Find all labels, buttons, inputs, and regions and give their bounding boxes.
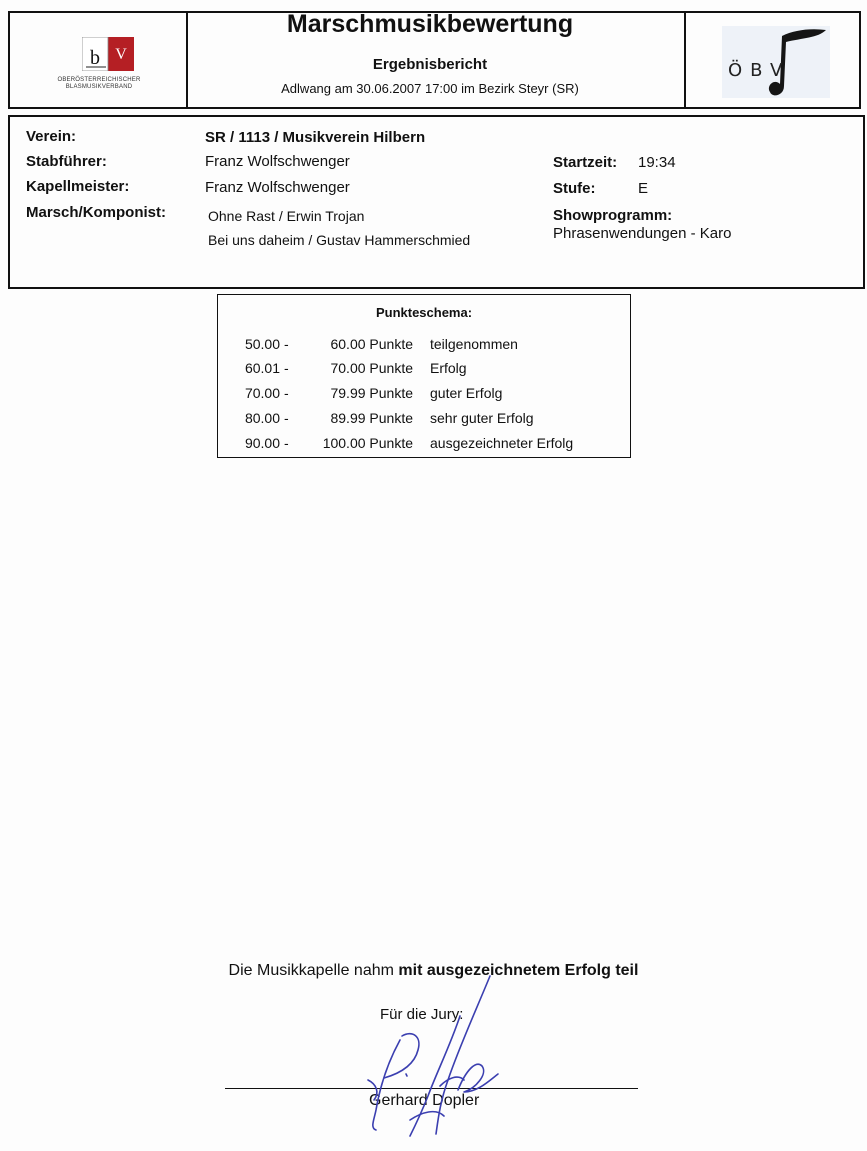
handwritten-signature [340,970,510,1140]
result-grade: mit ausgezeichnetem Erfolg teil [398,962,639,979]
obv-caption-line2: BLASMUSIKVERBAND [65,84,133,90]
showprogramm-value: Phrasenwendungen - Karo [553,225,732,242]
stabfuehrer-value: Franz Wolfschwenger [205,153,350,170]
points-from: 50.00 [244,336,280,352]
points-row [218,385,630,405]
signer-name: Gerhard Dopler [369,1092,480,1109]
points-from: 80.00 [244,410,280,426]
marsch-value-1: Ohne Rast / Erwin Trojan [208,208,365,224]
showprogramm-label: Showprogramm: [553,207,673,224]
obv-logo [12,15,186,107]
startzeit-label: Startzeit: [553,154,618,171]
stufe-label: Stufe: [553,180,596,197]
points-desc: Erfolg [430,360,467,376]
marsch-value-2: Bei uns daheim / Gustav Hammerschmied [208,232,471,248]
points-dash: - [284,360,289,376]
obv-logo-mark [82,37,134,71]
result-prefix: Die Musikkapelle nahm [228,962,399,979]
points-row [218,435,630,455]
obv-caption-line1: OBERÖSTERREICHISCHER [57,77,141,83]
event-location: Adlwang am 30.06.2007 17:00 im Bezirk Steyr (SR) [281,81,579,96]
points-desc: teilgenommen [430,336,518,352]
points-desc: guter Erfolg [430,385,503,401]
points-row [218,410,630,430]
stufe-value: E [638,180,649,197]
obv-logo-letter-b: b [90,47,100,69]
points-dash: - [284,336,289,352]
points-to: 100.00 Punkte [322,435,413,451]
points-to: 79.99 Punkte [330,385,413,401]
obv-logo-caption [12,77,186,91]
points-scheme-box [217,294,631,458]
verein-value: SR / 1113 / Musikverein Hilbern [205,129,426,146]
points-dash: - [284,385,289,401]
points-to: 70.00 Punkte [330,360,413,376]
points-row [218,360,630,380]
points-to: 60.00 Punkte [330,336,413,352]
page-subtitle: Ergebnisbericht [372,56,488,73]
points-desc: ausgezeichneter Erfolg [430,435,574,451]
points-row [218,336,630,356]
header-divider-right [684,13,686,107]
oebv-logo [722,26,830,98]
stabfuehrer-label: Stabführer: [26,153,107,170]
startzeit-value: 19:34 [638,154,676,171]
points-desc: sehr guter Erfolg [430,410,534,426]
page-title: Marschmusikbewertung [286,10,574,38]
points-from: 70.00 [244,385,280,401]
marsch-label: Marsch/Komponist: [26,204,167,221]
obv-logo-letter-v: V [115,46,127,63]
points-dash: - [284,435,289,451]
points-to: 89.99 Punkte [330,410,413,426]
oebv-logo-text: ÖBV [728,60,791,81]
info-box [8,115,865,289]
jury-label: Für die Jury: [380,1006,464,1023]
points-dash: - [284,410,289,426]
kapellmeister-label: Kapellmeister: [26,178,130,195]
verein-label: Verein: [26,128,77,145]
points-from: 90.00 [244,435,280,451]
points-from: 60.01 [244,360,280,376]
points-scheme-title: Punkteschema: [375,305,473,320]
kapellmeister-value: Franz Wolfschwenger [205,179,350,196]
